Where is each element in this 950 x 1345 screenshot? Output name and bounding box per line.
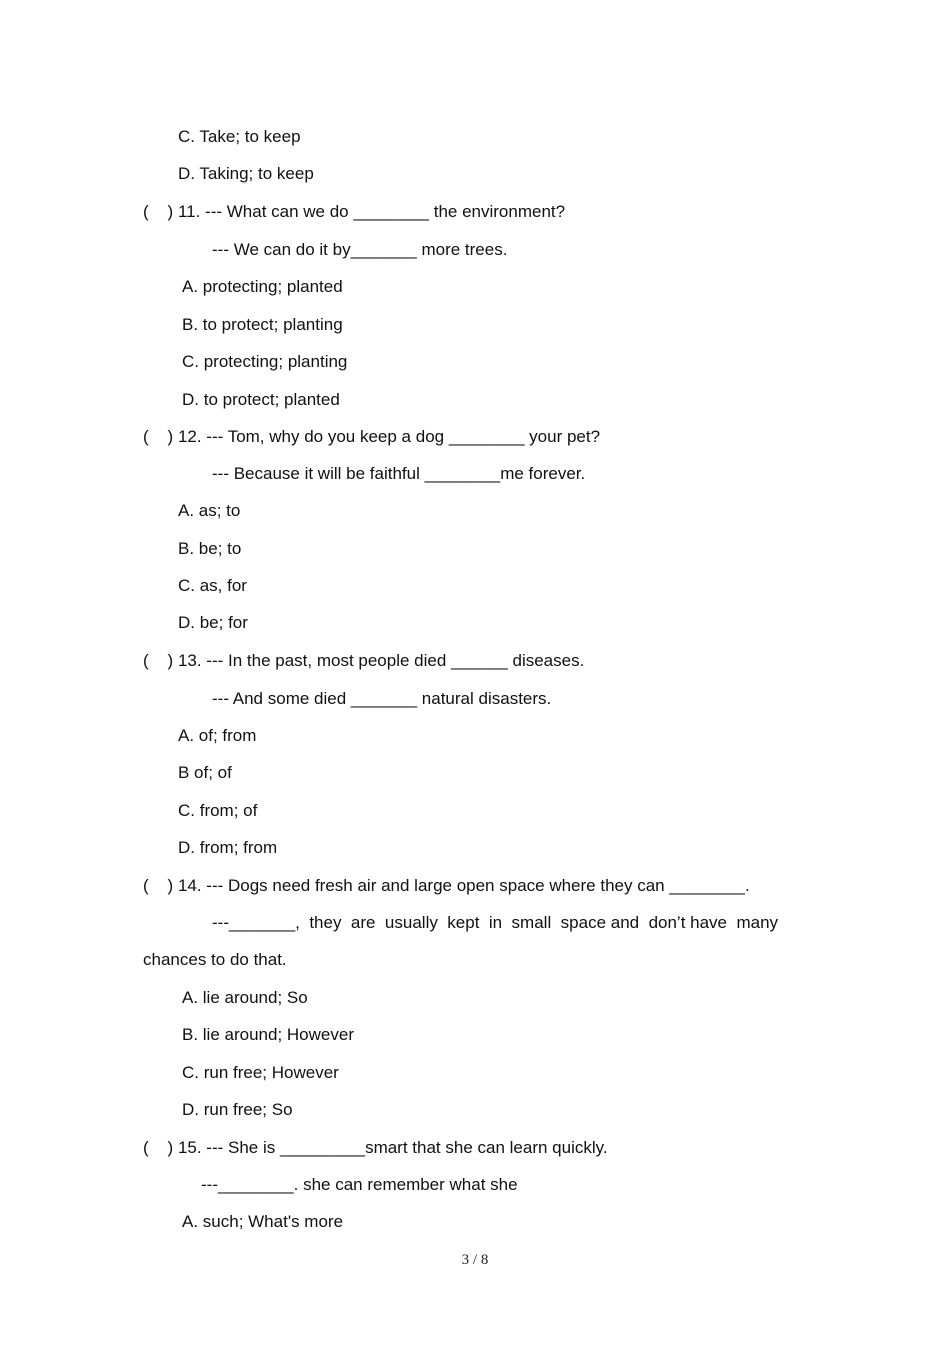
option-line: A. lie around; So — [182, 988, 308, 1007]
option-line: A. as; to — [178, 501, 241, 520]
option-line: B. lie around; However — [182, 1025, 354, 1044]
dialogue-line: chances to do that. — [143, 950, 287, 969]
dialogue-line: --- We can do it by_______ more trees. — [212, 240, 508, 259]
option-line: C. Take; to keep — [178, 127, 301, 146]
dialogue-line: --- Because it will be faithful ________me forever. — [212, 464, 586, 483]
option-line: A. of; from — [178, 726, 257, 745]
option-line: C. run free; However — [182, 1063, 339, 1082]
option-line: D. be; for — [178, 613, 248, 632]
option-line: A. protecting; planted — [182, 277, 343, 296]
option-line: B. be; to — [178, 539, 242, 558]
question-line: ( ) 15. --- She is _________smart that she can learn quickly. — [143, 1138, 608, 1157]
option-line: D. run free; So — [182, 1100, 293, 1119]
question-line: ( ) 13. --- In the past, most people died ______ diseases. — [143, 651, 585, 670]
dialogue-line: --- And some died _______ natural disasters. — [212, 689, 552, 708]
question-line: ( ) 11. --- What can we do ________ the environment? — [143, 202, 566, 221]
option-line: B of; of — [178, 763, 232, 782]
dialogue-line: ---_______, they are usually kept in small space and don’t have many — [212, 913, 779, 932]
question-line: ( ) 14. --- Dogs need fresh air and large open space where they can ________. — [143, 876, 750, 895]
option-line: A. such; What's more — [182, 1212, 344, 1231]
option-line: C. from; of — [178, 801, 258, 820]
option-line: B. to protect; planting — [182, 315, 343, 334]
option-line: C. as, for — [178, 576, 247, 595]
option-line: C. protecting; planting — [182, 352, 348, 371]
option-line: D. from; from — [178, 838, 278, 857]
option-line: D. to protect; planted — [182, 390, 340, 409]
question-line: ( ) 12. --- Tom, why do you keep a dog ________ your pet? — [143, 427, 601, 446]
option-line: D. Taking; to keep — [178, 164, 314, 183]
page-number: 3 / 8 — [461, 1252, 489, 1268]
dialogue-line: ---________. she can remember what she — [201, 1175, 518, 1194]
